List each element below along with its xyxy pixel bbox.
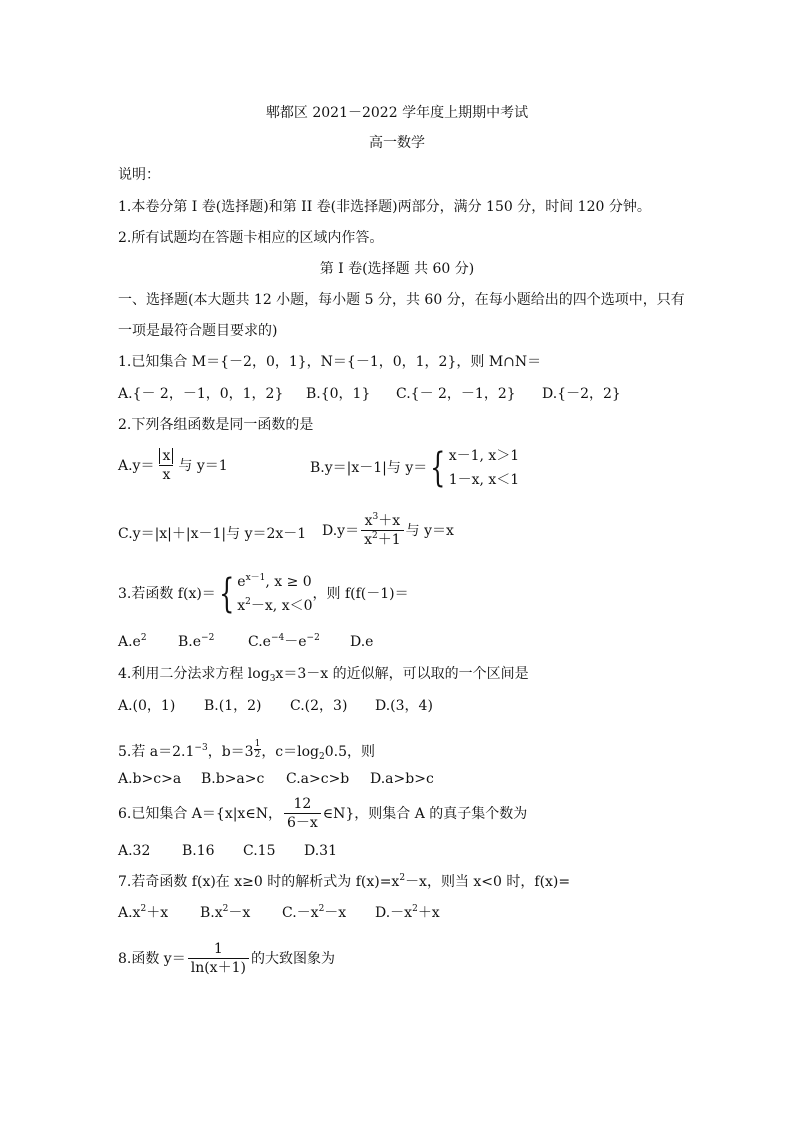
q2-d-num-exp: 3 — [372, 512, 379, 522]
q2-a-numerator: x — [159, 448, 173, 464]
q6-option-c: C.15 — [243, 843, 276, 859]
q7-stem: 7.若奇函数 f(x)在 x≥0 时的解析式为 $f(x)=x^2-x$，则当 x<0 时，f(x)= — [118, 873, 571, 890]
q5-b-exponent: $\frac{1}{2}$ — [254, 739, 261, 760]
q3-stem — [118, 570, 409, 618]
q2-b-pre: B.y＝|x－1|与 y＝ — [310, 460, 428, 476]
instruction-item-2: 2.所有试题均在答题卡相应的区域内作答。 — [118, 230, 384, 246]
left-brace-icon: { — [218, 571, 235, 617]
left-brace-icon: { — [430, 445, 446, 491]
q7-option-c: $C.-x^2-x$ — [282, 904, 347, 921]
q4-option-b: B.(1，2) — [204, 698, 262, 714]
q4-stem: 4.利用二分法求方程 $\log_3x=3-x$ 的近似解，可以取的一个区间是 — [118, 666, 529, 684]
q2-option-c: C.y＝|x|＋|x－1|与 y＝2x－1 — [118, 526, 307, 542]
q8-stem: 8.函数 y＝ $\frac{1}{\ln(x+1)}$ 的大致图象为 — [118, 941, 335, 976]
q3-cases — [237, 570, 312, 618]
instructions-heading: 说明： — [118, 167, 160, 183]
q2-b-case1: x－1, x＞1 — [448, 448, 520, 464]
q6-option-d: D.31 — [304, 843, 337, 859]
q2-d-num-rest: ＋x — [378, 513, 401, 529]
q1-option-a: A.{－ 2，－1，0，1，2} — [118, 386, 284, 402]
q2-option-d — [322, 512, 454, 549]
q2-b-cases — [449, 444, 520, 492]
q5-option-a: A.b>c>a — [118, 771, 182, 787]
q3-option-c: $C.e^{-4}-e^{-2}$ — [248, 633, 320, 650]
q8-fraction: $\frac{1}{\ln(x+1)}$ — [188, 940, 249, 977]
q3-option-b: $B.e^{-2}$ — [178, 633, 215, 650]
q5-option-b: B.b>a>c — [201, 771, 265, 787]
q4-option-a: A.(0，1) — [118, 698, 176, 714]
q2-d-den-rest: ＋1 — [377, 532, 401, 548]
q2-d-fraction — [361, 512, 404, 549]
q2-d-post: 与 y＝x — [405, 522, 454, 539]
q1-option-b: B.{0，1} — [306, 386, 371, 402]
section-desc-line2: 一项是最符合题目要求的) — [118, 323, 278, 339]
q5-stem: 5.若 $a=2.1^{-3}$，b＝3 $\frac{1}{2}$ ，$c=\log_20.5$，则 — [118, 739, 376, 762]
q6-stem: 6.已知集合 A＝{x|x∈N， $\frac{12}{6-x}$ ∈N}，则集合 A 的真子集个数为 — [118, 796, 528, 831]
instruction-item-1: 1.本卷分第 I 卷(选择题)和第 II 卷(非选择题)两部分，满分 150 分，时间 120 分钟。 — [118, 199, 651, 215]
q7-option-a: $A.x^2+x$ — [118, 904, 169, 921]
q7-option-b: $B.x^2-x$ — [200, 904, 251, 921]
q2-option-a — [118, 447, 228, 484]
q3-option-d: D.e — [350, 634, 374, 650]
q2-d-den-base: x — [364, 532, 372, 548]
q2-b-case2: 1－x, x＜1 — [448, 472, 520, 488]
q6-option-a: A.32 — [118, 843, 151, 859]
q4-option-c: C.(2，3) — [290, 698, 348, 714]
section-title: 第 I 卷(选择题 共 60 分) — [319, 261, 475, 277]
q2-a-post: 与 y＝1 — [178, 457, 228, 474]
q3-option-a: $A.e^2$ — [118, 633, 147, 650]
q2-d-den-exp: 2 — [372, 531, 378, 541]
q6-option-b: B.16 — [182, 843, 215, 859]
q2-d-pre: D.y＝ — [322, 522, 360, 539]
q3-pre: 3.若函数 f(x)＝ — [118, 586, 216, 602]
q1-option-d: D.{－2，2} — [542, 386, 621, 402]
section-desc-line1: 一、选择题(本大题共 12 小题，每小题 5 分，共 60 分，在每小题给出的四个选项中，只有 — [118, 292, 685, 308]
q6-fraction: $\frac{12}{6-x}$ — [284, 795, 321, 832]
q5-option-c: C.a>c>b — [286, 771, 350, 787]
q2-d-num-base: x — [364, 513, 373, 529]
q5-option-d: D.a>b>c — [370, 771, 434, 787]
q3-case2: $x^2-x$, x＜0 — [237, 597, 313, 614]
q2-stem: 2.下列各组函数是同一函数的是 — [118, 417, 314, 433]
q7-option-d: $D.-x^2+x$ — [375, 904, 440, 921]
q2-a-denominator: x — [159, 465, 173, 484]
q2-a-fraction — [156, 447, 176, 484]
q1-option-c: C.{－ 2，－1，2} — [396, 386, 516, 402]
q2-a-pre: A.y＝ — [118, 457, 155, 474]
q4-option-d: D.(3，4) — [375, 698, 433, 714]
exam-subject: 高一数学 — [369, 135, 425, 151]
exam-title: 郫都区 2021－2022 学年度上期期中考试 — [265, 105, 529, 121]
q3-post: ，则 f(f(－1)＝ — [312, 586, 409, 602]
q2-option-b — [310, 444, 519, 492]
q1-stem: 1.已知集合 M＝{－2，0，1}，N＝{－1，0，1，2}，则 M∩N＝ — [118, 354, 542, 370]
q3-case1: $e^{x-1}$, x ≥ 0 — [237, 573, 312, 590]
